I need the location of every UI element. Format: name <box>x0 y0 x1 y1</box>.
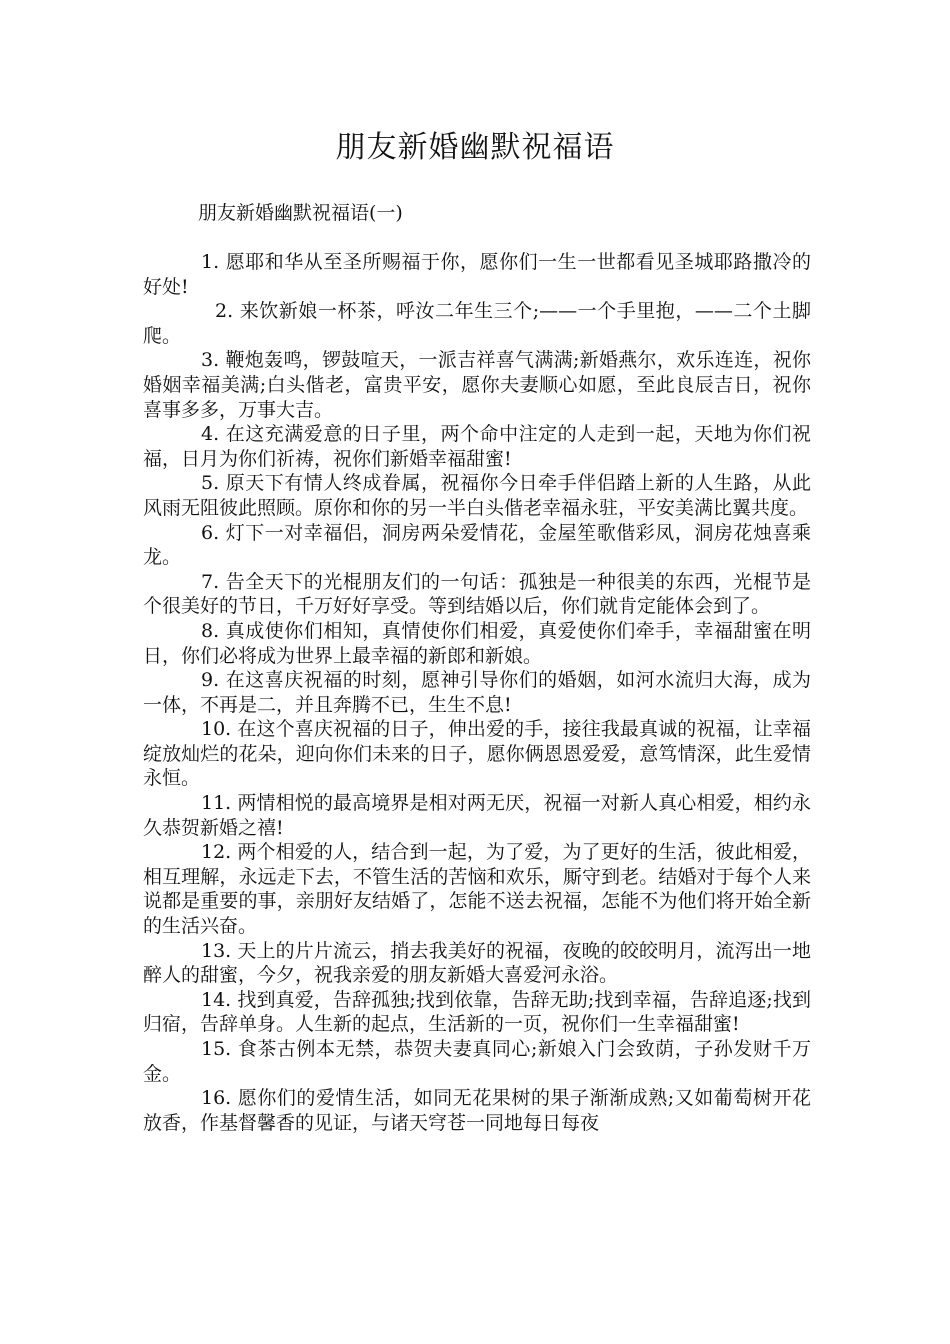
paragraph-13: 13. 天上的片片流云，捎去我美好的祝福，夜晚的皎皎明月，流泻出一地醉人的甜蜜，今夕，祝我亲爱的朋友新婚大喜爱河永浴。 <box>143 939 811 987</box>
document-body <box>143 250 811 1135</box>
paragraph-1: 1. 愿耶和华从至圣所赐福于你，愿你们一生一世都看见圣城耶路撒冷的好处! <box>143 251 811 298</box>
paragraph-2: 2. 来饮新娘一杯茶，呼汝二年生三个;——一个手里抱，——二个土脚爬。 <box>143 300 811 347</box>
paragraph-10: 10. 在这个喜庆祝福的日子，伸出爱的手，接往我最真诚的祝福，让幸福绽放灿烂的花朵，迎向你们未来的日子，愿你俩恩恩爱爱，意笃情深，此生爱情永恒。 <box>143 718 811 790</box>
paragraph-6: 6. 灯下一对幸福侣，洞房两朵爱情花，金屋笙歌偕彩凤，洞房花烛喜乘龙。 <box>143 521 811 569</box>
section-heading: 朋友新婚幽默祝福语(一) <box>198 202 403 224</box>
paragraph-15: 15. 食茶古例本无禁，恭贺夫妻真同心;新娘入门会致荫，子孙发财千万金。 <box>143 1038 811 1085</box>
paragraph-12: 12. 两个相爱的人，结合到一起，为了爱，为了更好的生活，彼此相爱，相互理解，永远走下去，不管生活的苦恼和欢乐，厮守到老。结婚对于每个人来说都是重要的事，亲朋好友结婚了，怎能不送去祝福，怎能不为他们将开始全新的生活兴奋。 <box>143 841 811 938</box>
paragraph-16: 16. 愿你们的爱情生活，如同无花果树的果子渐渐成熟;又如葡萄树开花放香，作基督馨香的见证，与诸天穹苍一同地每日每夜 <box>143 1087 811 1134</box>
paragraph-11: 11. 两情相悦的最高境界是相对两无厌，祝福一对新人真心相爱，相约永久恭贺新婚之禧! <box>143 792 811 839</box>
paragraph-9: 9. 在这喜庆祝福的时刻，愿神引导你们的婚姻，如河水流归大海，成为一体，不再是二，并且奔腾不已，生生不息! <box>143 669 811 716</box>
paragraph-8: 8. 真成使你们相知，真情使你们相爱，真爱使你们牵手，幸福甜蜜在明日，你们必将成为世界上最幸福的新郎和新娘。 <box>143 619 811 667</box>
paragraph-3: 3. 鞭炮轰鸣，锣鼓喧天，一派吉祥喜气满满;新婚燕尔，欢乐连连，祝你婚姻幸福美满;白头偕老，富贵平安，愿你夫妻顺心如愿，至此良辰吉日，祝你喜事多多，万事大吉。 <box>143 349 811 421</box>
paragraph-5: 5. 原天下有情人终成眷属，祝福你今日牵手伴侣踏上新的人生路，从此风雨无阻彼此照顾。原你和你的另一半白头偕老幸福永驻，平安美满比翼共度。 <box>143 472 811 519</box>
page-title: 朋友新婚幽默祝福语 <box>335 130 615 165</box>
paragraph-7: 7. 告全天下的光棍朋友们的一句话：孤独是一种很美的东西，光棍节是个很美好的节日，千万好好享受。等到结婚以后，你们就肯定能体会到了。 <box>143 570 811 618</box>
paragraph-14: 14. 找到真爱，告辞孤独;找到依靠，告辞无助;找到幸福，告辞追逐;找到归宿，告辞单身。人生新的起点，生活新的一页，祝你们一生幸福甜蜜! <box>143 988 811 1036</box>
paragraph-4: 4. 在这充满爱意的日子里，两个命中注定的人走到一起，天地为你们祝福，日月为你们祈祷，祝你们新婚幸福甜蜜! <box>143 423 811 470</box>
